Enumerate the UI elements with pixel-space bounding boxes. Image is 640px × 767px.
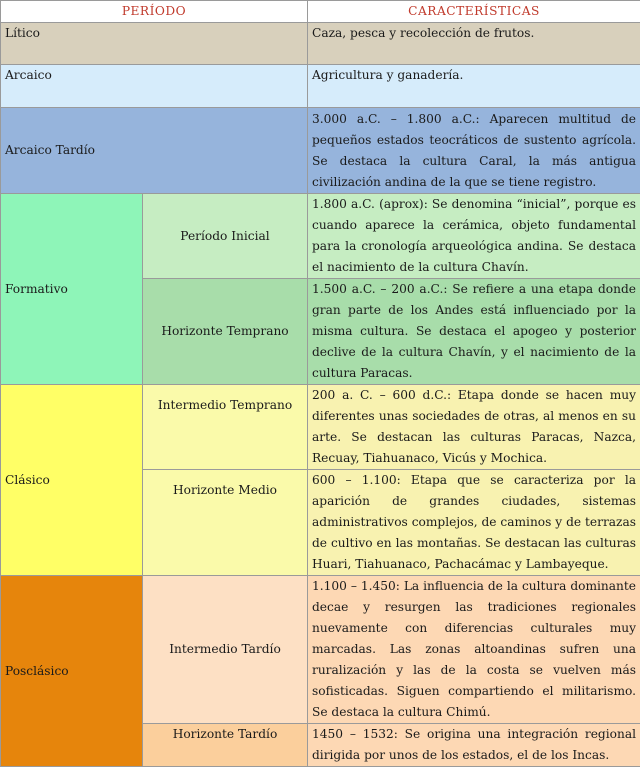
period-formativo: Formativo [1, 194, 143, 385]
period-posclasico: Posclásico [1, 576, 143, 767]
sub-intermedio-tardio: Intermedio Tardío [143, 576, 308, 724]
sub-periodo-inicial: Período Inicial [143, 194, 308, 279]
period-clasico: Clásico [1, 385, 143, 576]
desc-intermedio-tardio: 1.100 – 1.450: La influencia de la cultura dominante decae y resurgen las tradiciones regionales nuevamente con diferencias culturales muy marcadas. Las zonas altoandinas sufren una ruralización y las de la costa se vuelven más sofisticadas. Siguen compartiendo el militarismo. Se destaca la cultura Chimú. [308, 576, 640, 724]
desc-arcaico: Agricultura y ganadería. [308, 65, 640, 108]
desc-periodo-inicial: 1.800 a.C. (aprox): Se denomina “inicial”, porque es cuando aparece la cerámica, objeto fundamental para la cronología arqueológica andina. Se destaca el nacimiento de la cultura Chavín. [308, 194, 640, 279]
desc-litico: Caza, pesca y recolección de frutos. [308, 23, 640, 65]
header-row [1, 1, 640, 23]
desc-intermedio-temprano: 200 a. C. – 600 d.C.: Etapa donde se hacen muy diferentes unas sociedades de otras, al menos en su arte. Se destacan las culturas Paracas, Nazca, Recuay, Tiahuanaco, Vicús y Mochica. [308, 385, 640, 470]
row-intermedio-tardio [1, 576, 640, 724]
row-intermedio-temprano [1, 385, 640, 470]
desc-horizonte-tardio: 1450 – 1532: Se origina una integración regional dirigida por unos de los estados, el de los Incas. [308, 724, 640, 767]
sub-horizonte-tardio: Horizonte Tardío [143, 724, 308, 767]
sub-horizonte-medio: Horizonte Medio [143, 470, 308, 576]
header-caracteristicas: CARACTERÍSTICAS [308, 1, 640, 23]
row-litico [1, 23, 640, 65]
desc-horizonte-medio: 600 – 1.100: Etapa que se caracteriza por la aparición de grandes ciudades, sistemas administrativos complejos, de caminos y de terrazas de cultivo en las montañas. Se destacan las culturas Huari, Tiahuanaco, Pachacámac y Lambayeque. [308, 470, 640, 576]
row-periodo-inicial [1, 194, 640, 279]
header-periodo: PERÍODO [1, 1, 308, 23]
desc-arcaico-tardio: 3.000 a.C. – 1.800 a.C.: Aparecen multitud de pequeños estados teocráticos de sustento agrícola. Se destaca la cultura Caral, la más antigua civilización andina de la que se tiene registro. [308, 108, 640, 194]
row-arcaico-tardio [1, 108, 640, 194]
sub-intermedio-temprano: Intermedio Temprano [143, 385, 308, 470]
period-arcaico: Arcaico [1, 65, 308, 108]
sub-horizonte-temprano: Horizonte Temprano [143, 279, 308, 385]
period-arcaico-tardio: Arcaico Tardío [1, 108, 308, 194]
period-litico: Lítico [1, 23, 308, 65]
desc-horizonte-temprano: 1.500 a.C. – 200 a.C.: Se refiere a una etapa donde gran parte de los Andes está influenciado por la misma cultura. Se destaca el apogeo y posterior declive de la cultura Chavín, y el nacimiento de la cultura Paracas. [308, 279, 640, 385]
row-arcaico [1, 65, 640, 108]
